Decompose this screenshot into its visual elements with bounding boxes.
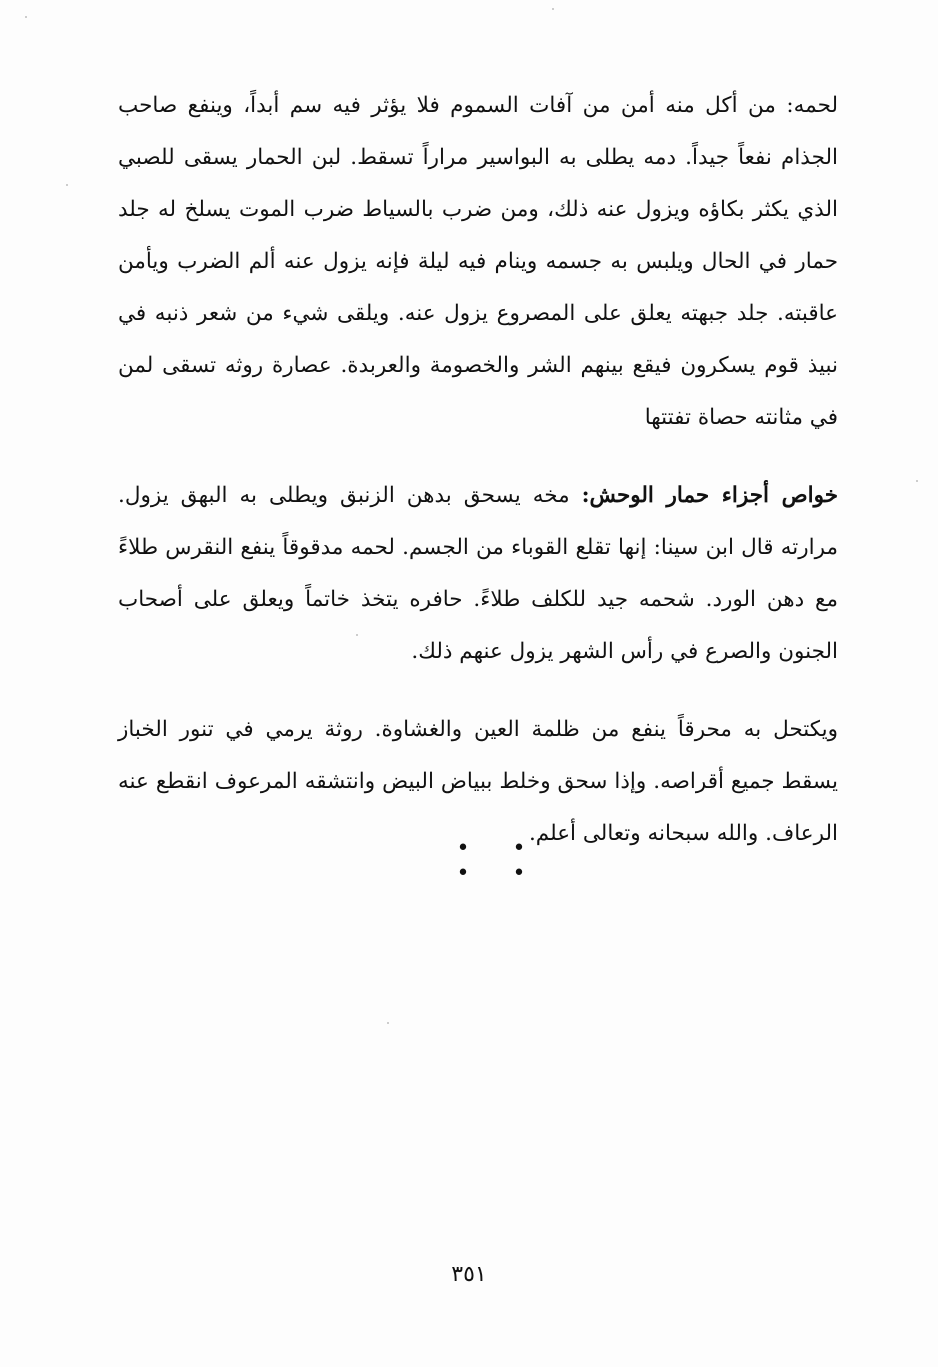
paragraph-donkey-properties	[118, 80, 838, 444]
paragraph-text: مخه يسحق بدهن الزنبق ويطلى به البهق يزول. مرارته قال ابن سينا: إنها تقلع القوباء من الجسم. لحمه مدقوقاً ينفع النقرس طلاءً مع دهن الورد. شحمه جيد للكلف طلاءً. حافره يتخذ خاتماً ويعلق على أصحاب الجنون والصرع في رأس الشهر يزول عنهم ذلك.	[118, 483, 838, 664]
scan-speck	[552, 8, 554, 10]
paragraph-wild-donkey-properties	[118, 470, 838, 678]
body-text	[118, 80, 838, 860]
section-end-ornament: • • • •	[456, 836, 544, 886]
scan-speck	[356, 634, 358, 636]
scan-speck	[387, 1022, 389, 1024]
paragraph-text: ويكتحل به محرقاً ينفع من ظلمة العين والغشاوة. روثة يرمي في تنور الخباز يسقط جميع أقراصه. وإذا سحق وخلط ببياض البيض وانتشقه المرعوف انقطع عنه الرعاف. والله سبحانه وتعالى أعلم.	[118, 717, 838, 846]
scan-speck	[25, 16, 27, 18]
paragraph-text: لحمه: من أكل منه أمن من آفات السموم فلا يؤثر فيه سم أبداً، وينفع صاحب الجذام نفعاً جيداً. دمه يطلى به البواسير مراراً تسقط. لبن الحمار يسقى للصبي الذي يكثر بكاؤه ويزول عنه ذلك، ومن ضرب بالسياط ضرب الموت يسلخ له جلد حمار في الحال ويلبس به جسمه وينام فيه ليلة فإنه يزول عنه ألم الضرب ويأمن عاقبته. جلد جبهته يعلق على المصروع يزول عنه. ويلقى شيء من شعر ذنبه في نبيذ قوم يسكرون فيقع بينهم الشر والخصومة والعربدة. عصارة روثه تسقى لمن في مثانته حصاة تفتتها	[118, 93, 838, 430]
scan-speck	[916, 480, 918, 482]
scan-speck	[66, 184, 68, 186]
paragraph-heading: خواص أجزاء حمار الوحش:	[581, 483, 839, 508]
page-number: ٣٥١	[451, 1262, 487, 1287]
